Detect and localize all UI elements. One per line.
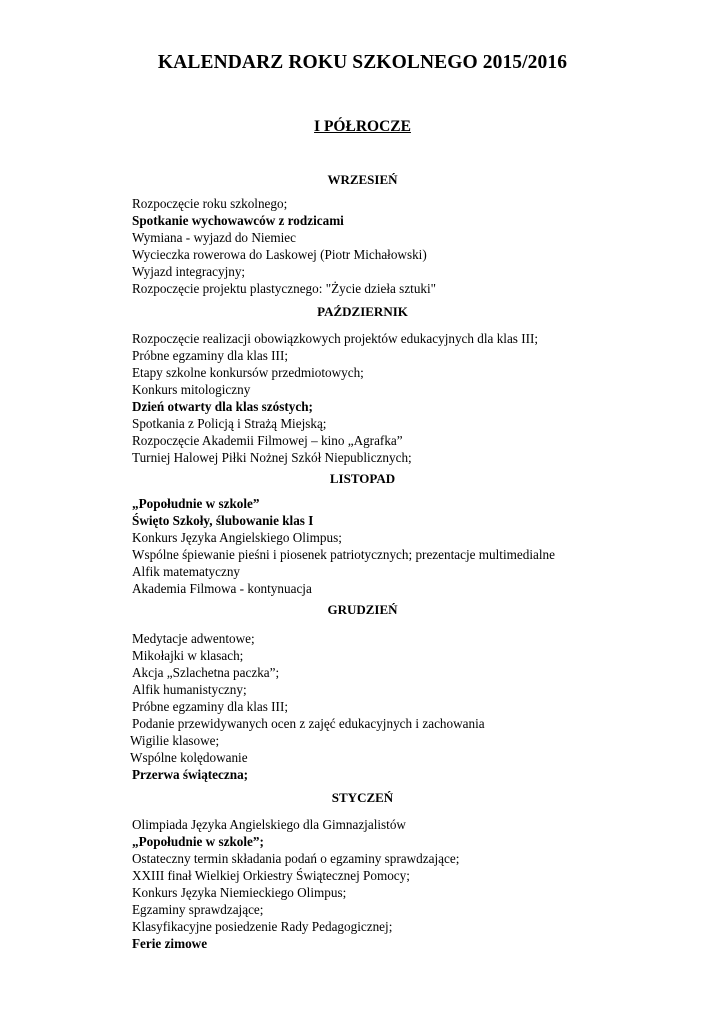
entry-text: Konkurs Języka Angielskiego Olimpus;: [132, 530, 342, 545]
entry-text: Egzaminy sprawdzające;: [132, 902, 264, 917]
entry-text: Alfik matematyczny: [132, 564, 241, 579]
entry-text: Konkurs Języka Niemieckiego Olimpus;: [132, 885, 347, 900]
entry-text: XXIII finał Wielkiej Orkiestry Świątecznej Pomocy;: [132, 868, 410, 883]
semester-heading: I PÓŁROCZE: [314, 118, 411, 135]
entry-text: Spotkanie wychowawców z rodzicami: [132, 213, 344, 228]
entry-text: Rozpoczęcie roku szkolnego;: [132, 196, 288, 211]
entry-text: Próbne egzaminy dla klas III;: [132, 699, 289, 714]
entry-text: Rozpoczęcie projektu plastycznego: "Życie dzieła sztuki": [132, 281, 437, 296]
entry-text: Mikołajki w klasach;: [132, 648, 244, 663]
entry-text: Spotkania z Policją i Strażą Miejską;: [132, 416, 327, 431]
month-heading-november: LISTOPAD: [329, 471, 396, 486]
entry-text: Konkurs mitologiczny: [132, 382, 251, 397]
month-heading-october: PAŹDZIERNIK: [317, 304, 408, 319]
entry-text: Podanie przewidywanych ocen z zajęć edukacyjnych i zachowania: [132, 716, 485, 731]
entry-text: Akademia Filmowa - kontynuacja: [132, 581, 312, 596]
entry-text: Dzień otwarty dla klas szóstych;: [132, 399, 313, 414]
entry-text: Wspólne kolędowanie: [130, 750, 248, 765]
month-heading-september: WRZESIEŃ: [327, 172, 398, 187]
entry-text: Rozpoczęcie realizacji obowiązkowych projektów edukacyjnych dla klas III;: [132, 331, 539, 346]
entry-text: Święto Szkoły, ślubowanie klas I: [132, 513, 314, 528]
entry-text: Rozpoczęcie Akademii Filmowej – kino „Agrafka”: [132, 433, 403, 448]
entry-text: Wyjazd integracyjny;: [132, 264, 246, 279]
entry-text: „Popołudnie w szkole”;: [132, 834, 264, 849]
entry-text: Wspólne śpiewanie pieśni i piosenek patriotycznych; prezentacje multimedialne: [132, 547, 555, 562]
month-heading-january: STYCZEŃ: [331, 790, 394, 805]
entry-text: Próbne egzaminy dla klas III;: [132, 348, 289, 363]
document-title: KALENDARZ ROKU SZKOLNEGO 2015/2016: [157, 52, 568, 73]
entry-text: Olimpiada Języka Angielskiego dla Gimnazjalistów: [132, 817, 406, 832]
entry-text: Przerwa świąteczna;: [132, 767, 249, 782]
entry-text: Wycieczka rowerowa do Laskowej (Piotr Michałowski): [132, 247, 427, 262]
entry-text: Wymiana - wyjazd do Niemiec: [132, 230, 296, 245]
entry-text: Turniej Halowej Piłki Nożnej Szkół Niepublicznych;: [132, 450, 412, 465]
entry-text: Klasyfikacyjne posiedzenie Rady Pedagogicznej;: [132, 919, 393, 934]
entry-text: Medytacje adwentowe;: [132, 631, 255, 646]
month-heading-december: GRUDZIEŃ: [327, 602, 398, 617]
entry-text: „Popołudnie w szkole”: [132, 496, 260, 511]
entry-text: Alfik humanistyczny;: [132, 682, 247, 697]
entry-text: Ferie zimowe: [132, 936, 208, 951]
entry-text: Wigilie klasowe;: [130, 733, 220, 748]
entry-text: Etapy szkolne konkursów przedmiotowych;: [132, 365, 364, 380]
entry-text: Ostateczny termin składania podań o egzaminy sprawdzające;: [132, 851, 460, 866]
entry-text: Akcja „Szlachetna paczka”;: [132, 665, 280, 680]
